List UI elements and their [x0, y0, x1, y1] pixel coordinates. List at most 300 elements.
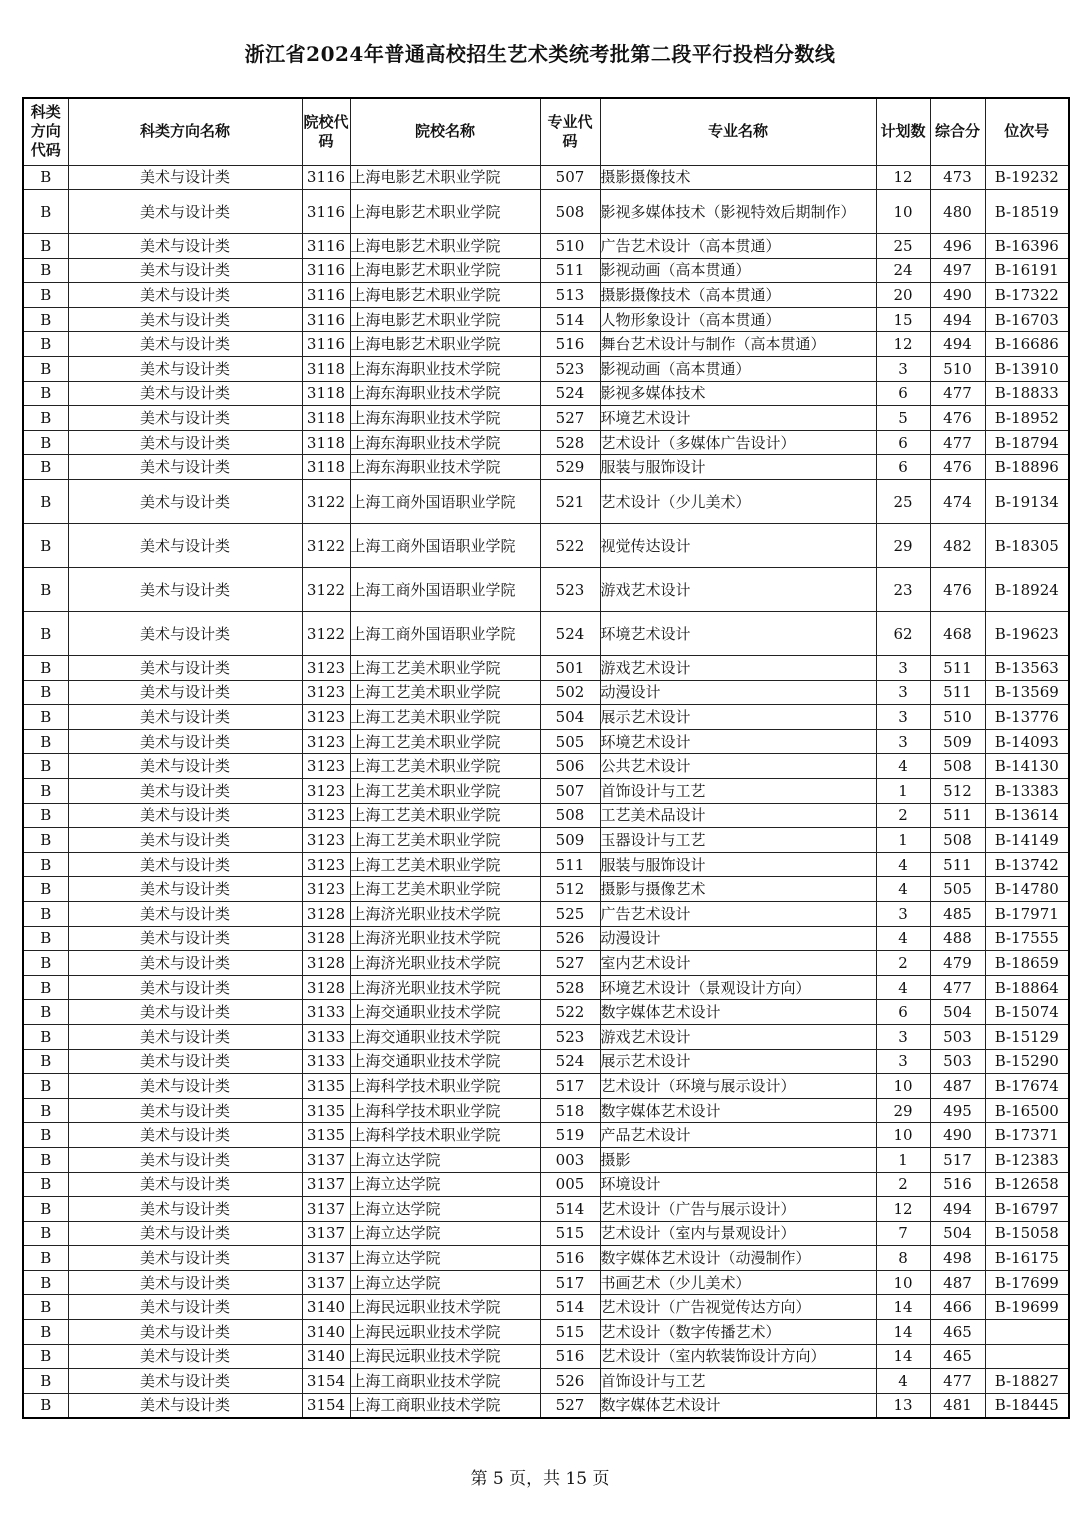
table-row: [23, 656, 1069, 681]
category-name-cell: 美术与设计类: [68, 1295, 302, 1320]
school-code-cell: 3140: [302, 1320, 350, 1345]
table-row: [23, 729, 1069, 754]
category-code-cell: B: [23, 803, 68, 828]
plan-count-cell: 1: [876, 828, 930, 853]
table-row: [23, 332, 1069, 357]
category-code-cell: B: [23, 524, 68, 568]
school-code-cell: 3135: [302, 1074, 350, 1099]
plan-count-cell: 12: [876, 332, 930, 357]
school-name-cell: 上海电影艺术职业学院: [350, 190, 540, 234]
plan-count-cell: 23: [876, 568, 930, 612]
score-cell: 476: [930, 568, 985, 612]
major-code-cell: 511: [540, 852, 600, 877]
major-name-cell: 摄影摄像技术（高本贯通）: [600, 283, 876, 308]
major-code-cell: 516: [540, 1246, 600, 1271]
score-cell: 504: [930, 1000, 985, 1025]
school-name-cell: 上海东海职业技术学院: [350, 455, 540, 480]
plan-count-cell: 4: [876, 1369, 930, 1394]
school-name-cell: 上海工艺美术职业学院: [350, 852, 540, 877]
major-name-cell: 影视动画（高本贯通）: [600, 258, 876, 283]
school-name-cell: 上海立达学院: [350, 1147, 540, 1172]
table-row: [23, 975, 1069, 1000]
major-name-cell: 环境艺术设计: [600, 729, 876, 754]
school-code-cell: 3123: [302, 729, 350, 754]
plan-count-cell: 14: [876, 1295, 930, 1320]
category-code-cell: B: [23, 1221, 68, 1246]
major-name-cell: 展示艺术设计: [600, 705, 876, 730]
rank-cell: [985, 1320, 1069, 1345]
category-name-cell: 美术与设计类: [68, 1147, 302, 1172]
score-cell: 479: [930, 951, 985, 976]
major-code-cell: 524: [540, 1049, 600, 1074]
major-name-cell: 室内艺术设计: [600, 951, 876, 976]
plan-count-cell: 4: [876, 926, 930, 951]
table-row: [23, 803, 1069, 828]
school-name-cell: 上海科学技术职业学院: [350, 1123, 540, 1148]
category-code-cell: B: [23, 165, 68, 190]
rank-cell: B-17322: [985, 283, 1069, 308]
major-name-cell: 环境艺术设计: [600, 612, 876, 656]
category-name-cell: 美术与设计类: [68, 1123, 302, 1148]
category-code-cell: B: [23, 828, 68, 853]
score-cell: 473: [930, 165, 985, 190]
school-code-cell: 3123: [302, 779, 350, 804]
school-code-cell: 3118: [302, 381, 350, 406]
score-cell: 497: [930, 258, 985, 283]
school-name-cell: 上海民远职业技术学院: [350, 1295, 540, 1320]
category-code-cell: B: [23, 1123, 68, 1148]
table-row: [23, 1098, 1069, 1123]
rank-cell: B-18445: [985, 1393, 1069, 1418]
school-name-cell: 上海东海职业技术学院: [350, 357, 540, 382]
table-row: [23, 754, 1069, 779]
category-code-cell: B: [23, 406, 68, 431]
major-name-cell: 动漫设计: [600, 926, 876, 951]
plan-count-cell: 3: [876, 729, 930, 754]
score-cell: 509: [930, 729, 985, 754]
category-code-cell: B: [23, 430, 68, 455]
rank-cell: B-17371: [985, 1123, 1069, 1148]
rank-cell: B-16175: [985, 1246, 1069, 1271]
school-code-cell: 3118: [302, 455, 350, 480]
rank-cell: B-18519: [985, 190, 1069, 234]
category-code-cell: B: [23, 680, 68, 705]
school-code-cell: 3118: [302, 430, 350, 455]
rank-cell: B-18896: [985, 455, 1069, 480]
score-cell: 468: [930, 612, 985, 656]
category-name-cell: 美术与设计类: [68, 568, 302, 612]
category-code-cell: B: [23, 381, 68, 406]
plan-count-cell: 10: [876, 1270, 930, 1295]
rank-cell: B-13614: [985, 803, 1069, 828]
school-code-cell: 3123: [302, 803, 350, 828]
header-score: 综合分: [930, 98, 985, 165]
school-name-cell: 上海济光职业技术学院: [350, 975, 540, 1000]
category-name-cell: 美术与设计类: [68, 1172, 302, 1197]
school-name-cell: 上海工艺美术职业学院: [350, 680, 540, 705]
plan-count-cell: 6: [876, 455, 930, 480]
rank-cell: B-15074: [985, 1000, 1069, 1025]
school-name-cell: 上海电影艺术职业学院: [350, 234, 540, 259]
school-name-cell: 上海电影艺术职业学院: [350, 332, 540, 357]
page-footer: 第 5 页，共 15 页: [470, 1469, 610, 1489]
rank-cell: B-13383: [985, 779, 1069, 804]
major-name-cell: 数字媒体艺术设计: [600, 1393, 876, 1418]
school-code-cell: 3116: [302, 283, 350, 308]
rank-cell: B-18833: [985, 381, 1069, 406]
category-code-cell: B: [23, 283, 68, 308]
plan-count-cell: 3: [876, 705, 930, 730]
table-row: [23, 568, 1069, 612]
school-code-cell: 3128: [302, 951, 350, 976]
school-code-cell: 3122: [302, 568, 350, 612]
category-code-cell: B: [23, 1369, 68, 1394]
category-name-cell: 美术与设计类: [68, 779, 302, 804]
category-name-cell: 美术与设计类: [68, 729, 302, 754]
school-code-cell: 3133: [302, 1024, 350, 1049]
school-code-cell: 3118: [302, 406, 350, 431]
major-code-cell: 522: [540, 1000, 600, 1025]
rank-cell: B-16703: [985, 307, 1069, 332]
score-cell: 481: [930, 1393, 985, 1418]
score-cell: 498: [930, 1246, 985, 1271]
school-name-cell: 上海工商职业技术学院: [350, 1393, 540, 1418]
major-code-cell: 504: [540, 705, 600, 730]
category-name-cell: 美术与设计类: [68, 1344, 302, 1369]
table-row: [23, 1295, 1069, 1320]
category-code-cell: B: [23, 455, 68, 480]
table-row: [23, 877, 1069, 902]
category-code-cell: B: [23, 1197, 68, 1222]
category-name-cell: 美术与设计类: [68, 680, 302, 705]
plan-count-cell: 3: [876, 1049, 930, 1074]
header-category-name: 科类方向名称: [68, 98, 302, 165]
plan-count-cell: 13: [876, 1393, 930, 1418]
rank-cell: B-18924: [985, 568, 1069, 612]
category-name-cell: 美术与设计类: [68, 1246, 302, 1271]
category-name-cell: 美术与设计类: [68, 1074, 302, 1099]
table-row: [23, 926, 1069, 951]
rank-cell: B-12383: [985, 1147, 1069, 1172]
major-name-cell: 摄影: [600, 1147, 876, 1172]
school-code-cell: 3123: [302, 754, 350, 779]
table-row: [23, 1147, 1069, 1172]
plan-count-cell: 4: [876, 975, 930, 1000]
major-code-cell: 523: [540, 568, 600, 612]
school-name-cell: 上海济光职业技术学院: [350, 951, 540, 976]
school-code-cell: 3128: [302, 926, 350, 951]
rank-cell: B-13910: [985, 357, 1069, 382]
school-name-cell: 上海工艺美术职业学院: [350, 779, 540, 804]
category-code-cell: B: [23, 754, 68, 779]
category-code-cell: B: [23, 1049, 68, 1074]
major-code-cell: 501: [540, 656, 600, 681]
category-name-cell: 美术与设计类: [68, 877, 302, 902]
table-row: [23, 901, 1069, 926]
score-cell: 465: [930, 1344, 985, 1369]
plan-count-cell: 25: [876, 480, 930, 524]
category-name-cell: 美术与设计类: [68, 975, 302, 1000]
rank-cell: B-13742: [985, 852, 1069, 877]
major-code-cell: 508: [540, 803, 600, 828]
major-name-cell: 玉器设计与工艺: [600, 828, 876, 853]
major-name-cell: 展示艺术设计: [600, 1049, 876, 1074]
category-name-cell: 美术与设计类: [68, 165, 302, 190]
category-name-cell: 美术与设计类: [68, 1270, 302, 1295]
school-name-cell: 上海民远职业技术学院: [350, 1344, 540, 1369]
score-cell: 466: [930, 1295, 985, 1320]
category-name-cell: 美术与设计类: [68, 1024, 302, 1049]
major-code-cell: 527: [540, 951, 600, 976]
major-name-cell: 环境艺术设计（景观设计方向）: [600, 975, 876, 1000]
plan-count-cell: 62: [876, 612, 930, 656]
major-name-cell: 数字媒体艺术设计（动漫制作）: [600, 1246, 876, 1271]
score-cell: 496: [930, 234, 985, 259]
school-code-cell: 3123: [302, 877, 350, 902]
score-cell: 508: [930, 828, 985, 853]
category-code-cell: B: [23, 258, 68, 283]
school-name-cell: 上海济光职业技术学院: [350, 901, 540, 926]
rank-cell: B-14149: [985, 828, 1069, 853]
category-code-cell: B: [23, 1270, 68, 1295]
rank-cell: B-14780: [985, 877, 1069, 902]
table-row: [23, 1344, 1069, 1369]
school-code-cell: 3137: [302, 1197, 350, 1222]
category-code-cell: B: [23, 357, 68, 382]
school-code-cell: 3116: [302, 258, 350, 283]
table-row: [23, 165, 1069, 190]
category-name-cell: 美术与设计类: [68, 1197, 302, 1222]
rank-cell: B-12658: [985, 1172, 1069, 1197]
school-name-cell: 上海东海职业技术学院: [350, 430, 540, 455]
major-code-cell: 527: [540, 1393, 600, 1418]
school-name-cell: 上海交通职业技术学院: [350, 1024, 540, 1049]
table-row: [23, 307, 1069, 332]
major-code-cell: 506: [540, 754, 600, 779]
school-code-cell: 3135: [302, 1098, 350, 1123]
major-name-cell: 广告艺术设计（高本贯通）: [600, 234, 876, 259]
plan-count-cell: 2: [876, 1172, 930, 1197]
school-code-cell: 3140: [302, 1344, 350, 1369]
category-name-cell: 美术与设计类: [68, 258, 302, 283]
rank-cell: B-19134: [985, 480, 1069, 524]
major-name-cell: 人物形象设计（高本贯通）: [600, 307, 876, 332]
table-row: [23, 406, 1069, 431]
table-row: [23, 1123, 1069, 1148]
plan-count-cell: 5: [876, 406, 930, 431]
major-code-cell: 505: [540, 729, 600, 754]
table-row: [23, 1049, 1069, 1074]
category-name-cell: 美术与设计类: [68, 1369, 302, 1394]
rank-cell: B-18864: [985, 975, 1069, 1000]
school-code-cell: 3116: [302, 332, 350, 357]
category-code-cell: B: [23, 1098, 68, 1123]
table-row: [23, 1000, 1069, 1025]
category-name-cell: 美术与设计类: [68, 612, 302, 656]
score-cell: 495: [930, 1098, 985, 1123]
score-cell: 505: [930, 877, 985, 902]
school-name-cell: 上海工艺美术职业学院: [350, 803, 540, 828]
category-name-cell: 美术与设计类: [68, 234, 302, 259]
category-code-cell: B: [23, 568, 68, 612]
category-code-cell: B: [23, 332, 68, 357]
category-name-cell: 美术与设计类: [68, 1000, 302, 1025]
major-code-cell: 524: [540, 612, 600, 656]
major-code-cell: 517: [540, 1270, 600, 1295]
rank-cell: B-19623: [985, 612, 1069, 656]
category-name-cell: 美术与设计类: [68, 406, 302, 431]
plan-count-cell: 4: [876, 877, 930, 902]
table-row: [23, 480, 1069, 524]
rank-cell: B-19232: [985, 165, 1069, 190]
major-code-cell: 508: [540, 190, 600, 234]
category-code-cell: B: [23, 1074, 68, 1099]
rank-cell: B-17555: [985, 926, 1069, 951]
rank-cell: B-15058: [985, 1221, 1069, 1246]
score-cell: 485: [930, 901, 985, 926]
school-code-cell: 3140: [302, 1295, 350, 1320]
category-name-cell: 美术与设计类: [68, 480, 302, 524]
major-name-cell: 艺术设计（环境与展示设计）: [600, 1074, 876, 1099]
school-code-cell: 3116: [302, 234, 350, 259]
plan-count-cell: 2: [876, 803, 930, 828]
school-code-cell: 3137: [302, 1246, 350, 1271]
school-name-cell: 上海电影艺术职业学院: [350, 165, 540, 190]
category-code-cell: B: [23, 307, 68, 332]
category-code-cell: B: [23, 1320, 68, 1345]
score-cell: 494: [930, 307, 985, 332]
plan-count-cell: 6: [876, 381, 930, 406]
category-code-cell: B: [23, 1295, 68, 1320]
major-name-cell: 数字媒体艺术设计: [600, 1098, 876, 1123]
school-name-cell: 上海工艺美术职业学院: [350, 828, 540, 853]
school-name-cell: 上海立达学院: [350, 1172, 540, 1197]
plan-count-cell: 4: [876, 852, 930, 877]
score-cell: 512: [930, 779, 985, 804]
header-rank: 位次号: [985, 98, 1069, 165]
school-name-cell: 上海科学技术职业学院: [350, 1074, 540, 1099]
category-code-cell: B: [23, 1172, 68, 1197]
major-code-cell: 502: [540, 680, 600, 705]
score-cell: 490: [930, 283, 985, 308]
plan-count-cell: 3: [876, 680, 930, 705]
score-cell: 474: [930, 480, 985, 524]
major-code-cell: 528: [540, 975, 600, 1000]
category-name-cell: 美术与设计类: [68, 1393, 302, 1418]
school-code-cell: 3123: [302, 852, 350, 877]
score-cell: 477: [930, 975, 985, 1000]
school-code-cell: 3123: [302, 828, 350, 853]
plan-count-cell: 3: [876, 901, 930, 926]
table-row: [23, 680, 1069, 705]
plan-count-cell: 14: [876, 1344, 930, 1369]
major-code-cell: 519: [540, 1123, 600, 1148]
school-name-cell: 上海工商外国语职业学院: [350, 612, 540, 656]
score-cell: 480: [930, 190, 985, 234]
major-name-cell: 动漫设计: [600, 680, 876, 705]
score-cell: 503: [930, 1049, 985, 1074]
category-name-cell: 美术与设计类: [68, 656, 302, 681]
major-code-cell: 527: [540, 406, 600, 431]
school-name-cell: 上海工艺美术职业学院: [350, 729, 540, 754]
school-name-cell: 上海科学技术职业学院: [350, 1098, 540, 1123]
major-name-cell: 数字媒体艺术设计: [600, 1000, 876, 1025]
rank-cell: B-14093: [985, 729, 1069, 754]
category-code-cell: B: [23, 729, 68, 754]
school-code-cell: 3116: [302, 165, 350, 190]
category-name-cell: 美术与设计类: [68, 357, 302, 382]
plan-count-cell: 20: [876, 283, 930, 308]
plan-count-cell: 3: [876, 656, 930, 681]
category-code-cell: B: [23, 951, 68, 976]
category-name-cell: 美术与设计类: [68, 1098, 302, 1123]
table-row: [23, 1221, 1069, 1246]
school-name-cell: 上海工艺美术职业学院: [350, 877, 540, 902]
rank-cell: B-16191: [985, 258, 1069, 283]
school-name-cell: 上海立达学院: [350, 1246, 540, 1271]
rank-cell: B-15290: [985, 1049, 1069, 1074]
plan-count-cell: 1: [876, 779, 930, 804]
rank-cell: B-16797: [985, 1197, 1069, 1222]
category-name-cell: 美术与设计类: [68, 705, 302, 730]
category-name-cell: 美术与设计类: [68, 1049, 302, 1074]
major-code-cell: 005: [540, 1172, 600, 1197]
major-name-cell: 摄影摄像技术: [600, 165, 876, 190]
category-code-cell: B: [23, 901, 68, 926]
category-name-cell: 美术与设计类: [68, 828, 302, 853]
table-row: [23, 1024, 1069, 1049]
major-code-cell: 528: [540, 430, 600, 455]
table-row: [23, 455, 1069, 480]
table-row: [23, 1270, 1069, 1295]
major-name-cell: 首饰设计与工艺: [600, 779, 876, 804]
plan-count-cell: 24: [876, 258, 930, 283]
school-name-cell: 上海交通职业技术学院: [350, 1000, 540, 1025]
school-name-cell: 上海立达学院: [350, 1270, 540, 1295]
school-name-cell: 上海立达学院: [350, 1221, 540, 1246]
rank-cell: B-15129: [985, 1024, 1069, 1049]
score-cell: 517: [930, 1147, 985, 1172]
table-row: [23, 852, 1069, 877]
major-name-cell: 环境设计: [600, 1172, 876, 1197]
rank-cell: B-18305: [985, 524, 1069, 568]
major-code-cell: 513: [540, 283, 600, 308]
major-code-cell: 510: [540, 234, 600, 259]
major-name-cell: 产品艺术设计: [600, 1123, 876, 1148]
major-name-cell: 首饰设计与工艺: [600, 1369, 876, 1394]
score-cell: 476: [930, 406, 985, 431]
school-code-cell: 3137: [302, 1270, 350, 1295]
major-code-cell: 522: [540, 524, 600, 568]
rank-cell: [985, 1344, 1069, 1369]
major-code-cell: 514: [540, 307, 600, 332]
score-cell: 482: [930, 524, 985, 568]
major-code-cell: 516: [540, 1344, 600, 1369]
category-name-cell: 美术与设计类: [68, 926, 302, 951]
category-name-cell: 美术与设计类: [68, 901, 302, 926]
school-name-cell: 上海民远职业技术学院: [350, 1320, 540, 1345]
score-cell: 487: [930, 1270, 985, 1295]
major-code-cell: 514: [540, 1197, 600, 1222]
score-cell: 494: [930, 332, 985, 357]
rank-cell: B-17674: [985, 1074, 1069, 1099]
rank-cell: B-13776: [985, 705, 1069, 730]
category-code-cell: B: [23, 190, 68, 234]
major-code-cell: 515: [540, 1221, 600, 1246]
score-cell: 508: [930, 754, 985, 779]
school-name-cell: 上海工艺美术职业学院: [350, 705, 540, 730]
rank-cell: B-13569: [985, 680, 1069, 705]
